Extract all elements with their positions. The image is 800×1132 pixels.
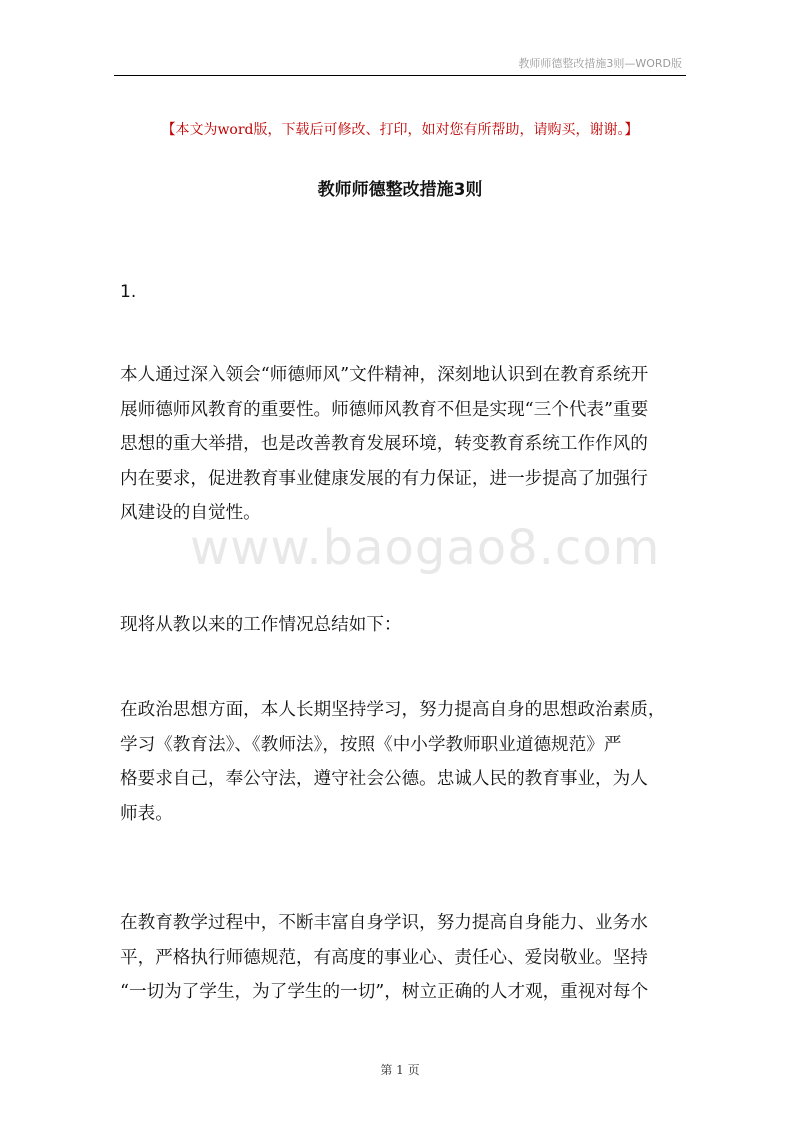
paragraph-teaching: [120, 906, 682, 1010]
paragraph-intro: [120, 358, 682, 531]
paragraph-line: 风建设的自觉性。: [120, 503, 261, 523]
paragraph-line: 平，严格执行师德规范，有高度的事业心、责任心、爱岗敬业。坚持: [120, 947, 648, 968]
paragraph-line: 本人通过深入领会“师德师风”文件精神，深刻地认识到在教育系统开: [120, 365, 649, 385]
header-divider: [114, 75, 686, 76]
paragraph-line: 现将从教以来的工作情况总结如下：: [120, 615, 402, 635]
page-header-text: 教师师德整改措施3则—WORD版: [518, 57, 682, 70]
document-title: 教师师德整改措施3则: [317, 180, 483, 200]
download-notice: 【本文为word版，下载后可修改、打印，如对您有所帮助，请购买，谢谢。】: [161, 122, 639, 138]
paragraph-line: 格要求自己，奉公守法，遵守社会公德。忠诚人民的教育事业，为人: [120, 769, 648, 789]
watermark: www.baogao8.com: [190, 520, 661, 576]
paragraph-line: 展师德师风教育的重要性。师德师风教育不但是实现“三个代表”重要: [120, 399, 649, 420]
paragraph-line: 在政治思想方面，本人长期坚持学习，努力提高自身的思想政治素质，: [120, 700, 666, 720]
paragraph-summary-lead: [120, 608, 682, 643]
paragraph-line: 师表。: [120, 803, 173, 824]
paragraph-line: 内在要求，促进教育事业健康发展的有力保证，进一步提高了加强行: [120, 468, 648, 489]
paragraph-line: 在教育教学过程中，不断丰富自身学识，努力提高自身能力、业务水: [120, 913, 648, 933]
section-number: 1.: [120, 282, 137, 302]
paragraph-line: 学习《教育法》、《教师法》，按照《中小学教师职业道德规范》严: [120, 734, 622, 755]
paragraph-line: “一切为了学生，为了学生的一切”，树立正确的人才观，重视对每个: [120, 982, 649, 1002]
paragraph-line: 思想的重大举措，也是改善教育发展环境，转变教育系统工作作风的: [120, 434, 648, 454]
paragraph-political: [120, 693, 682, 831]
page-number-footer: 第 1 页: [380, 1063, 420, 1077]
